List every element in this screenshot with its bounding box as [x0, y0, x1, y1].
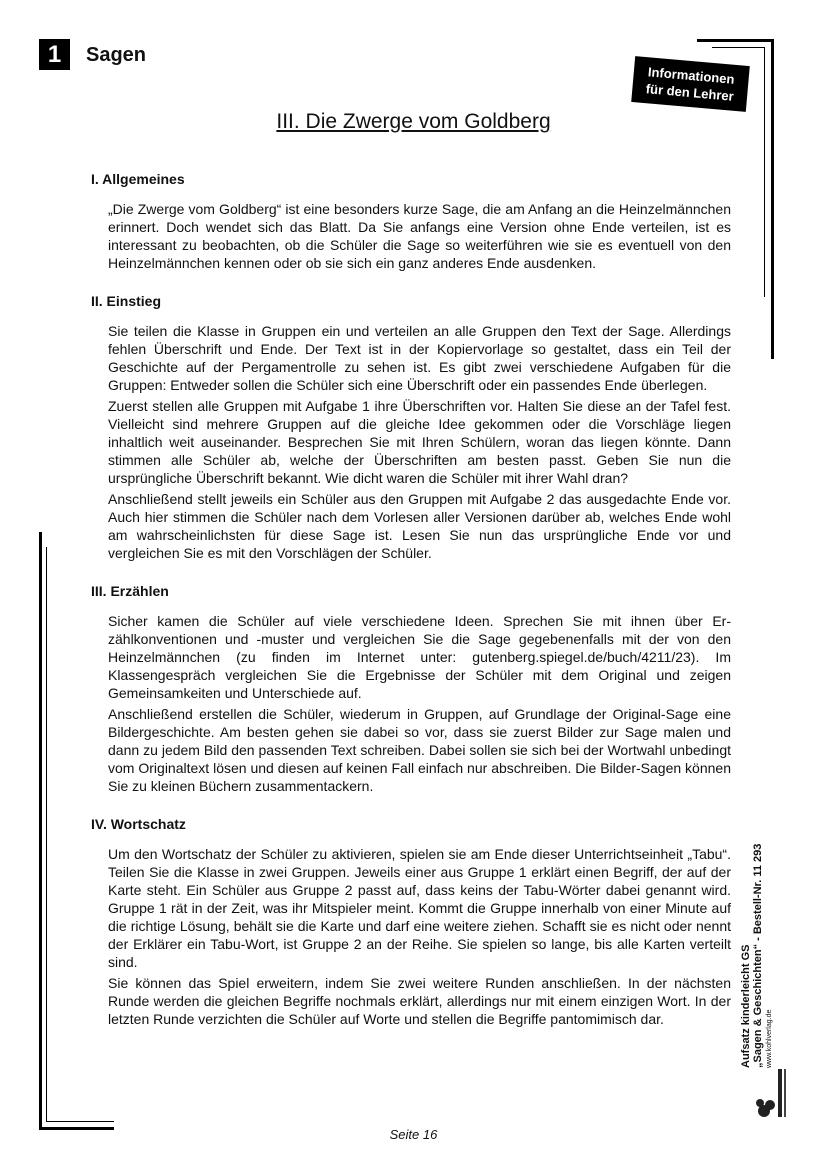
section-allgemeines	[91, 170, 731, 272]
frame-left-line-inner	[46, 547, 47, 1122]
content	[91, 170, 731, 1048]
paragraph: Sicher kamen die Schüler auf viele verschiedene Ideen. Sprechen Sie mit ihnen über Erzählkonventionen und -muster und vergleichen Sie die Sage gegebenenfalls mit der von den Heinzelmännchen (zu finden im Internet unter: gutenberg.spiegel.de/buch/4211/23). Im Klassengespräch vergleichen Sie die Ergebnisse der Schüler mit dem Original und zeigen Gemeinsamkeiten und Unterschiede auf.	[108, 613, 731, 701]
section-wortschatz	[91, 815, 731, 1028]
paragraph: Anschließend erstellen die Schüler, wiederum in Gruppen, auf Grundlage der Original-Sage eine Bildergeschichte. Am besten gehen sie dabei so vor, dass sie zuerst Bilder zur Sage malen und dann zu jedem Bild den passenden Text schreiben. Dabei sollen sie sich bei der Wortwahl unbedingt vom Originaltext lösen und diesen auf keinen Fall einfach nur abschreiben. Die Bilder-Sagen können Sie zu kleinen Büchern zusammentackern.	[108, 706, 731, 794]
side-line-3: www.kohlverlag.de	[766, 1009, 773, 1068]
publisher-logo-icon	[754, 1065, 794, 1120]
chapter-number-box: 1	[39, 39, 70, 70]
section-heading: IV. Wortschatz	[91, 816, 186, 832]
page-number: Seite 16	[389, 1127, 438, 1142]
paragraph: Sie können das Spiel erweitern, indem Sie zwei weitere Runden anschließen. In der nächsten Runde werden die gleichen Begriffe nochmals erklärt, allerdings nur mit einem einzigen Wort. In der letzten Runde verzichten die Schüler auf Worte und stellen die Begriffe pantomimisch dar.	[108, 975, 731, 1027]
document-title-text: III. Die Zwerge vom Goldberg	[276, 110, 551, 133]
frame-left-line-outer	[39, 532, 42, 1130]
badge-line-1: Informationen	[647, 64, 736, 87]
publisher-side-text	[740, 748, 776, 1068]
frame-right-line-outer	[771, 39, 774, 359]
teacher-info-badge	[631, 56, 750, 112]
frame-bottom-line-inner	[46, 1121, 114, 1122]
paragraph: Zuerst stellen alle Gruppen mit Aufgabe 1 ihre Überschriften vor. Halten Sie diese an der Tafel fest. Vielleicht sind mehrere Gruppen auf die gleiche Idee gekommen oder die Vorschläge liegen inhaltlich weit auseinander. Besprechen Sie mit Ihren Schülern, woran das liegen könnte. Dann stimmen alle Schüler ab, welche der Überschriften am besten passt. Geben Sie nun die ursprüngliche Überschrift bekannt. Wie dicht waren die Schüler mit ihrer Wahl dran?	[108, 398, 731, 486]
frame-right-line-inner	[764, 47, 765, 297]
document-title	[0, 110, 827, 134]
side-line-2: „Sagen & Geschichten“ - Bestell-Nr. 11 293	[752, 843, 764, 1068]
section-einstieg	[91, 292, 731, 562]
section-heading: III. Erzählen	[91, 583, 169, 599]
chapter-title: Sagen	[86, 44, 147, 66]
paragraph: Um den Wortschatz der Schüler zu aktivieren, spielen sie am Ende dieser Unterrichtseinheit „Tabu“. Teilen Sie die Klasse in zwei Gruppen. Jeweils einer aus Gruppe 1 erklärt einen Begriff, der auf der Karte steht. Ein Schüler aus Gruppe 2 passt auf, dass keins der Tabu-Wörter dabei genannt wird. Gruppe 1 rät in der Zeit, was ihr Mitspieler meint. Kommt die Gruppe innerhalb von einer Minute auf die richtige Lösung, behält sie die Karte und darf eine weitere ziehen. Schafft sie es nicht oder nennt der Erklärer ein Tabu-Wort, ist Gruppe 2 an der Reihe. Sie spielen so lange, bis alle Karten verteilt sind.	[108, 846, 731, 970]
frame-top-line-inner	[712, 47, 765, 48]
badge-line-2: für den Lehrer	[645, 81, 735, 104]
paragraph: Sie teilen die Klasse in Gruppen ein und verteilen an alle Gruppen den Text der Sage. Allerdings fehlen Überschrift und Ende. Der Text ist in der Kopiervorlage so gestaltet, dass ein Teil der Geschichte auf der Pergamentrolle zu sehen ist. Es gibt zwei verschiedene Aufgaben für die Gruppen: Entweder sollen die Schüler sich eine Überschrift oder ein passendes Ende überlegen.	[108, 323, 731, 393]
side-line-1: Aufsatz kinderleicht GS	[740, 944, 752, 1068]
publisher-sidebar	[740, 740, 800, 1120]
paragraph: „Die Zwerge vom Goldberg“ ist eine besonders kurze Sage, die am Anfang an die Heinzelmännchen erinnert. Doch wendet sich das Blatt. Da Sie anfangs eine Version ohne Ende verteilen, ist es interessant zu beobachten, ob die Schüler die Sage so weiterführen wie sie es eventuell von den Heinzelmännchen kennen oder ob sie sich ein ganz anderes Ende ausdenken.	[108, 201, 731, 271]
section-heading: II. Einstieg	[91, 293, 162, 309]
frame-top-line-outer	[697, 39, 773, 42]
section-erzaehlen	[91, 582, 731, 795]
section-heading: I. Allgemeines	[91, 171, 185, 187]
paragraph: Anschließend stellt jeweils ein Schüler aus den Gruppen mit Aufgabe 2 das ausgedachte Ende vor. Auch hier stimmen die Schüler nach dem Vorlesen aller Versionen darüber ab, welches Ende wohl am wahrscheinlichsten für diese Sage ist. Lesen Sie nun das ursprüngliche Ende vor und vergleichen Sie es mit den Vorschlägen der Schüler.	[108, 491, 731, 561]
